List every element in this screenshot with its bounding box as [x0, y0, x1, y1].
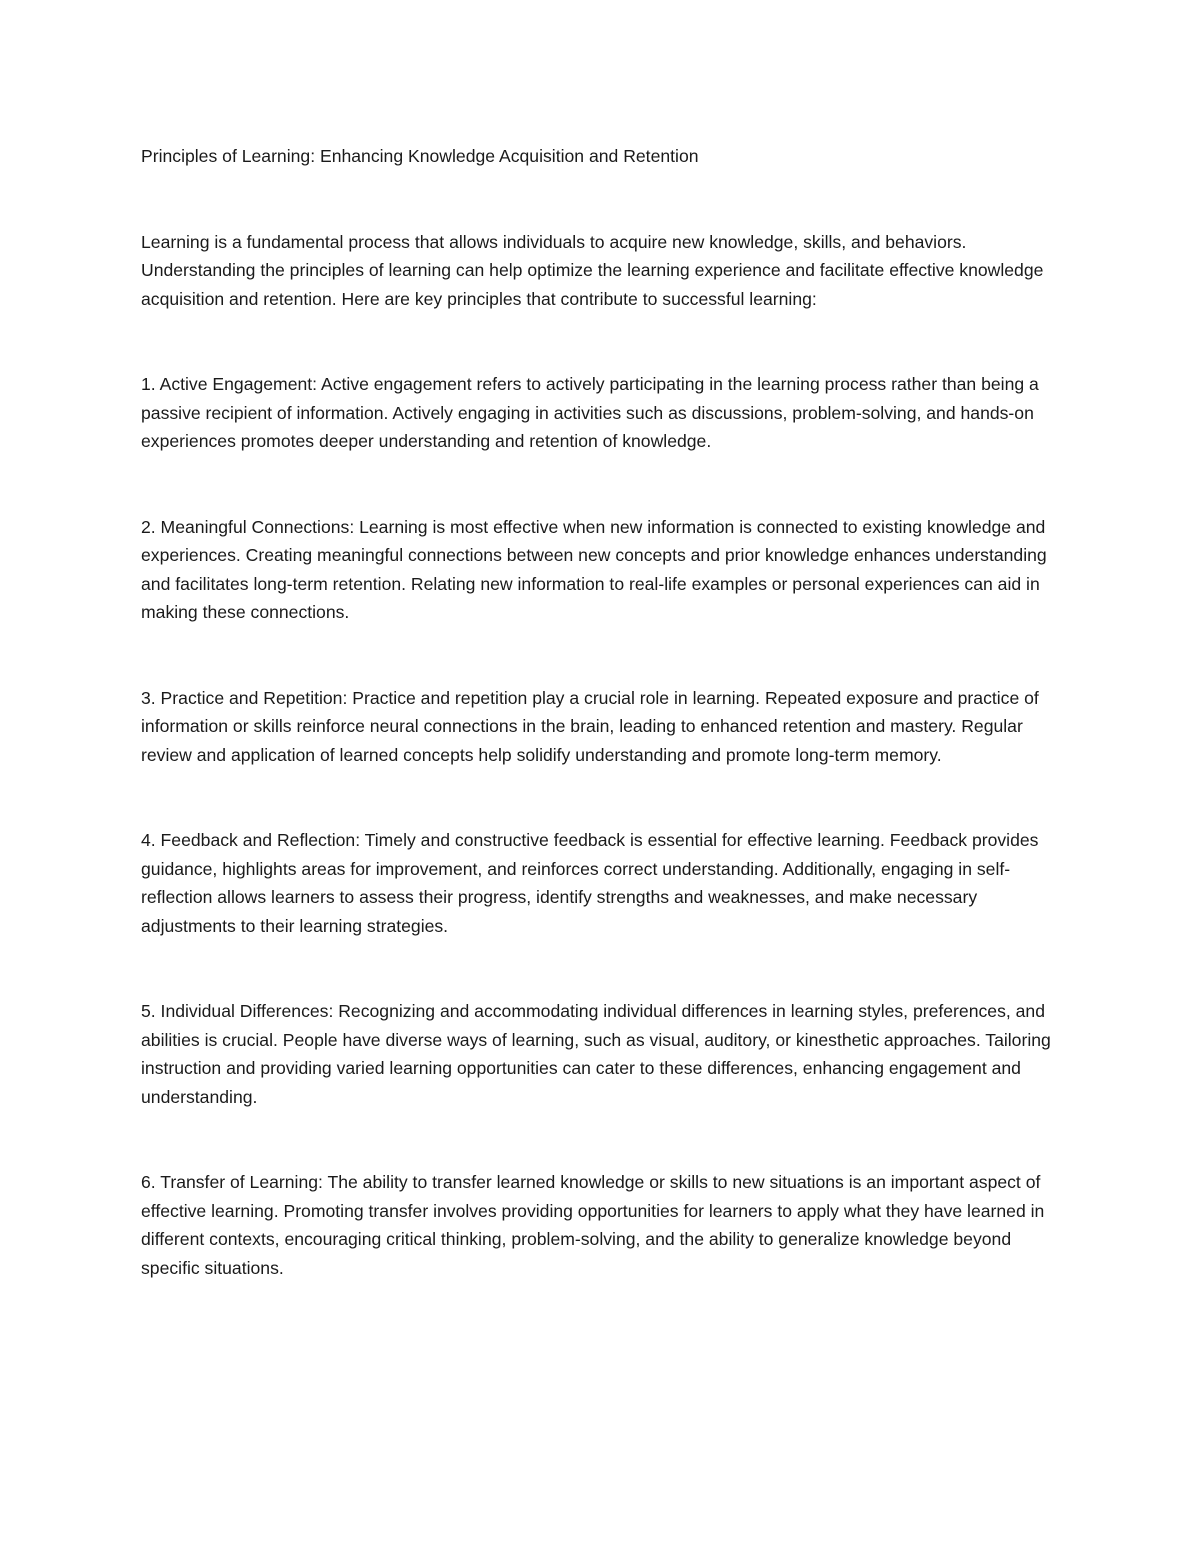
principle-meaningful-connections: 2. Meaningful Connections: Learning is most effective when new information is connected to existing knowledge and experiences. Creating meaningful connections between new concepts and prior knowledge enhances understanding and facilitates long-term retention. Relating new information to real-life examples or personal experiences can aid in making these connections.: [141, 516, 1047, 622]
document-body: [141, 142, 1066, 1282]
principle-feedback-reflection: 4. Feedback and Reflection: Timely and constructive feedback is essential for effective learning. Feedback provides guidance, highlights areas for improvement, and reinforces correct understanding. Additionally, engaging in self-reflection allows learners to assess their progress, identify strengths and weaknesses, and make necessary adjustments to their learning strategies.: [141, 830, 1039, 936]
principle-individual-differences: 5. Individual Differences: Recognizing and accommodating individual differences in learning styles, preferences, and abilities is crucial. People have diverse ways of learning, such as visual, auditory, or kinesthetic approaches. Tailoring instruction and providing varied learning opportunities can cater to these differences, enhancing engagement and understanding.: [141, 1001, 1051, 1107]
principle-active-engagement: 1. Active Engagement: Active engagement refers to actively participating in the learning process rather than being a passive recipient of information. Actively engaging in activities such as discussions, problem-solving, and hands-on experiences promotes deeper understanding and retention of knowledge.: [141, 374, 1039, 451]
principle-practice-repetition: 3. Practice and Repetition: Practice and repetition play a crucial role in learning. Repeated exposure and practice of information or skills reinforce neural connections in the brain, leading to enhanced retention and mastery. Regular review and application of learned concepts help solidify understanding and promote long-term memory.: [141, 687, 1039, 765]
document-title: Principles of Learning: Enhancing Knowledge Acquisition and Retention: [141, 146, 699, 166]
principle-transfer-of-learning: 6. Transfer of Learning: The ability to transfer learned knowledge or skills to new situations is an important aspect of effective learning. Promoting transfer involves providing opportunities for learners to apply what they have learned in different contexts, encouraging critical thinking, problem-solving, and the ability to generalize knowledge beyond specific situations.: [141, 1172, 1045, 1278]
intro-paragraph: Learning is a fundamental process that allows individuals to acquire new knowledge, skills, and behaviors. Understanding the principles of learning can help optimize the learning experience and facilitate effective knowledge acquisition and retention. Here are key principles that contribute to successful learning:: [141, 231, 1044, 309]
